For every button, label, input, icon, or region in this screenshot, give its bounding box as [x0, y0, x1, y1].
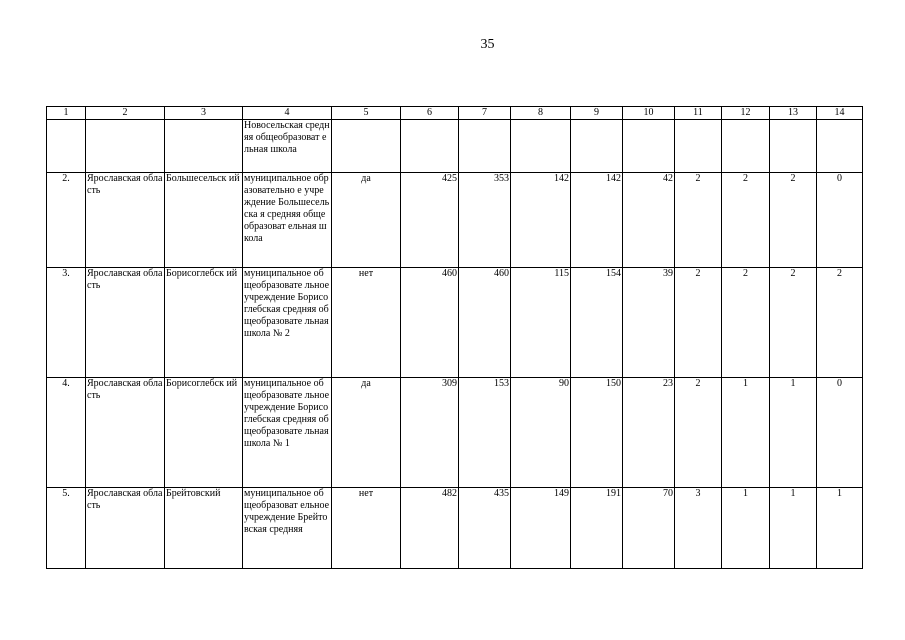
- value-cell: [817, 120, 863, 173]
- value-cell: 435: [459, 488, 511, 569]
- value-cell: 1: [770, 488, 817, 569]
- value-cell: 3: [675, 488, 722, 569]
- table-row: [47, 488, 863, 569]
- value-cell: 90: [511, 378, 571, 488]
- flag-cell: да: [332, 378, 401, 488]
- value-cell: 23: [623, 378, 675, 488]
- column-number: 2: [86, 107, 165, 120]
- value-cell: 0: [817, 173, 863, 268]
- table-row: [47, 173, 863, 268]
- column-number-row: [47, 107, 863, 120]
- value-cell: 2: [675, 173, 722, 268]
- column-number: 6: [401, 107, 459, 120]
- value-cell: 425: [401, 173, 459, 268]
- school-name-cell: муниципальное общеобразовате льное учреждение Борисоглебская средняя общеобразовате льная школа № 1: [243, 378, 332, 488]
- value-cell: 154: [571, 268, 623, 378]
- value-cell: 2: [722, 268, 770, 378]
- column-number: 12: [722, 107, 770, 120]
- value-cell: 191: [571, 488, 623, 569]
- flag-cell: нет: [332, 268, 401, 378]
- value-cell: [722, 120, 770, 173]
- value-cell: [401, 120, 459, 173]
- table-row: [47, 268, 863, 378]
- row-number: [47, 120, 86, 173]
- value-cell: 482: [401, 488, 459, 569]
- district-cell: Брейтовский: [165, 488, 243, 569]
- value-cell: [511, 120, 571, 173]
- value-cell: 309: [401, 378, 459, 488]
- value-cell: 142: [511, 173, 571, 268]
- region-cell: [86, 120, 165, 173]
- value-cell: [459, 120, 511, 173]
- value-cell: 2: [770, 173, 817, 268]
- value-cell: 142: [571, 173, 623, 268]
- row-number: 2.: [47, 173, 86, 268]
- column-number: 10: [623, 107, 675, 120]
- column-number: 7: [459, 107, 511, 120]
- region-cell: Ярославская область: [86, 173, 165, 268]
- row-number: 4.: [47, 378, 86, 488]
- value-cell: 153: [459, 378, 511, 488]
- value-cell: 0: [817, 378, 863, 488]
- value-cell: [571, 120, 623, 173]
- value-cell: [675, 120, 722, 173]
- value-cell: 2: [722, 173, 770, 268]
- district-cell: Борисоглебск ий: [165, 378, 243, 488]
- row-number: 5.: [47, 488, 86, 569]
- value-cell: 353: [459, 173, 511, 268]
- district-cell: [165, 120, 243, 173]
- page-number: 35: [480, 37, 495, 52]
- column-number: 14: [817, 107, 863, 120]
- table-row: [47, 378, 863, 488]
- district-cell: Большесельск ий: [165, 173, 243, 268]
- region-cell: Ярославская область: [86, 378, 165, 488]
- column-number: 13: [770, 107, 817, 120]
- value-cell: 150: [571, 378, 623, 488]
- region-cell: Ярославская область: [86, 268, 165, 378]
- column-number: 3: [165, 107, 243, 120]
- value-cell: 1: [722, 378, 770, 488]
- value-cell: [770, 120, 817, 173]
- value-cell: 39: [623, 268, 675, 378]
- value-cell: 1: [770, 378, 817, 488]
- column-number: 4: [243, 107, 332, 120]
- school-name-cell: муниципальное образовательно е учреждение Большесельска я средняя общеобразоват ельная школа: [243, 173, 332, 268]
- row-number: 3.: [47, 268, 86, 378]
- column-number: 11: [675, 107, 722, 120]
- value-cell: 460: [401, 268, 459, 378]
- school-name-cell: муниципальное общеобразовате льное учреждение Борисоглебская средняя общеобразовате льная школа № 2: [243, 268, 332, 378]
- value-cell: 70: [623, 488, 675, 569]
- value-cell: 1: [722, 488, 770, 569]
- district-cell: Борисоглебск ий: [165, 268, 243, 378]
- column-number: 9: [571, 107, 623, 120]
- column-number: 1: [47, 107, 86, 120]
- value-cell: 2: [817, 268, 863, 378]
- value-cell: 42: [623, 173, 675, 268]
- flag-cell: нет: [332, 488, 401, 569]
- value-cell: [623, 120, 675, 173]
- schools-table: [46, 106, 863, 569]
- value-cell: 149: [511, 488, 571, 569]
- school-name-cell: Новосельская средняя общеобразоват ельная школа: [243, 120, 332, 173]
- region-cell: Ярославская область: [86, 488, 165, 569]
- value-cell: 1: [817, 488, 863, 569]
- value-cell: 460: [459, 268, 511, 378]
- table-row: [47, 120, 863, 173]
- school-name-cell: муниципальное общеобразоват ельное учреждение Брейтовская средняя: [243, 488, 332, 569]
- flag-cell: да: [332, 173, 401, 268]
- value-cell: 2: [770, 268, 817, 378]
- column-number: 5: [332, 107, 401, 120]
- flag-cell: [332, 120, 401, 173]
- value-cell: 115: [511, 268, 571, 378]
- value-cell: 2: [675, 268, 722, 378]
- column-number: 8: [511, 107, 571, 120]
- value-cell: 2: [675, 378, 722, 488]
